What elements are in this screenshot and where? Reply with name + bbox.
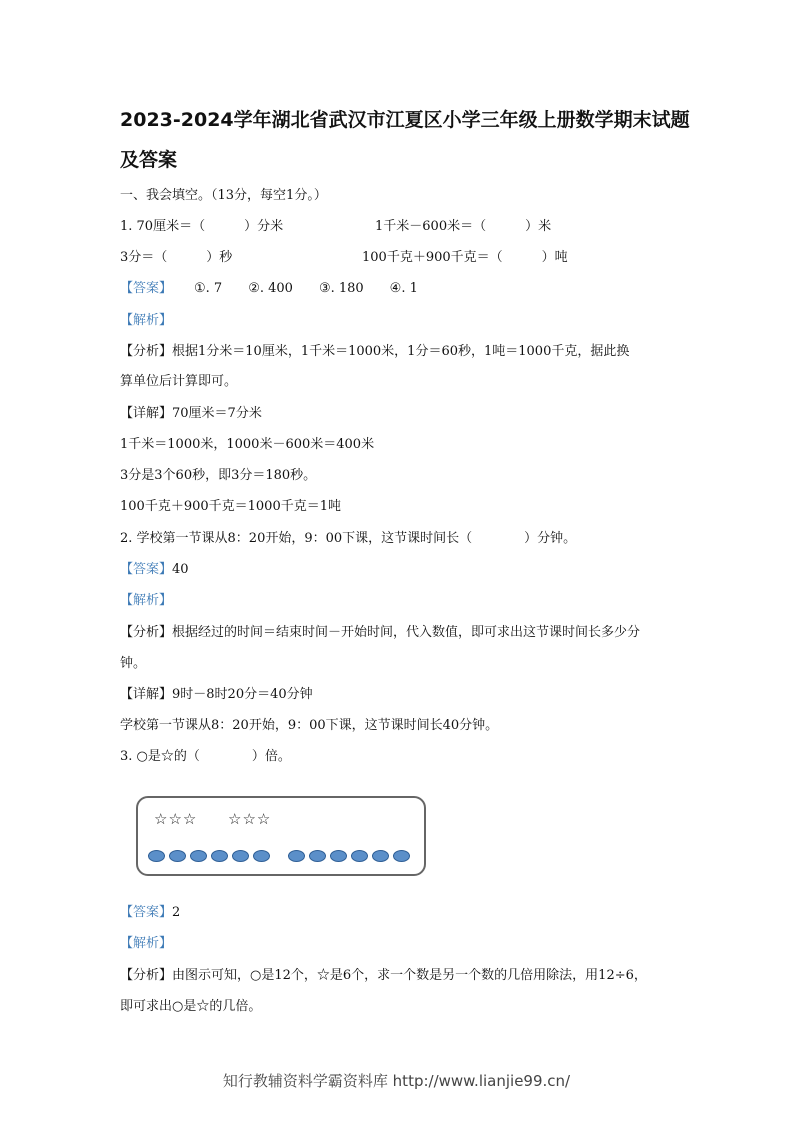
circle-mark xyxy=(393,850,410,862)
circle-mark xyxy=(148,850,165,862)
circle-mark xyxy=(309,850,326,862)
circle-group-2 xyxy=(288,850,410,862)
detail-text: 9时－8时20分＝40分钟 xyxy=(172,687,313,702)
circle-mark xyxy=(288,850,305,862)
circle-mark xyxy=(169,850,186,862)
fenxi-text-cont: 算单位后计算即可。 xyxy=(120,374,238,389)
question-1c: 3分＝（ ）秒 xyxy=(120,250,233,265)
analysis-line xyxy=(120,623,640,643)
detail-text: 3分是3个60秒，即3分＝180秒。 xyxy=(120,468,317,483)
detail-text: 1千米＝1000米，1000米－600米＝400米 xyxy=(120,437,375,452)
star-group-1: ☆☆☆ xyxy=(154,810,198,828)
answer-text: 40 xyxy=(172,562,189,577)
circle-mark xyxy=(351,850,368,862)
fenxi-text: 由图示可知，○是12个，☆是6个，求一个数是另一个数的几倍用除法，用12÷6， xyxy=(172,968,647,983)
circle-mark xyxy=(253,850,270,862)
answer-text: 2 xyxy=(172,905,181,920)
circle-mark xyxy=(372,850,389,862)
fenxi-text-cont: 钟。 xyxy=(120,656,147,671)
circle-mark xyxy=(232,850,249,862)
stars-circles-figure xyxy=(136,796,426,876)
detail-tag: 【详解】 xyxy=(120,687,173,702)
answer-row xyxy=(120,279,418,299)
circle-mark xyxy=(190,850,207,862)
question-2: 2. 学校第一节课从8：20开始，9：00下课，这节课时间长（ ）分钟。 xyxy=(120,531,577,546)
fenxi-text-cont: 即可求出○是☆的几倍。 xyxy=(120,999,262,1014)
question-1b: 1千米－600米＝（ ）米 xyxy=(375,219,552,234)
answer-text: ①. 7 ②. 400 ③. 180 ④. 1 xyxy=(194,281,418,296)
fenxi-tag: 【分析】 xyxy=(120,625,173,640)
page-title: 2023-2024学年湖北省武汉市江夏区小学三年级上册数学期末试题及答案 xyxy=(120,109,690,171)
analysis-tag: 【解析】 xyxy=(120,936,173,951)
fenxi-tag: 【分析】 xyxy=(120,968,173,983)
section-heading: 一、我会填空。（13分，每空1分。） xyxy=(120,188,327,203)
analysis-tag: 【解析】 xyxy=(120,593,173,608)
analysis-line xyxy=(120,966,647,986)
detail-text: 70厘米＝7分米 xyxy=(172,406,262,421)
detail-text: 100千克＋900千克＝1000千克＝1吨 xyxy=(120,499,341,514)
detail-text: 学校第一节课从8：20开始，9：00下课，这节课时间长40分钟。 xyxy=(120,718,499,733)
circle-group-1 xyxy=(148,850,270,862)
analysis-line xyxy=(120,342,629,362)
answer-tag: 【答案】 xyxy=(120,562,173,577)
answer-tag: 【答案】 xyxy=(120,281,173,296)
star-group-2: ☆☆☆ xyxy=(228,810,272,828)
fenxi-text: 根据1分米＝10厘米，1千米＝1000米，1分＝60秒，1吨＝1000千克，据此换 xyxy=(172,344,630,359)
analysis-tag: 【解析】 xyxy=(120,313,173,328)
detail-tag: 【详解】 xyxy=(120,406,173,421)
footer-watermark: 知行教辅资料学霸资料库 http://www.lianjie99.cn/ xyxy=(222,1072,571,1090)
circle-mark xyxy=(330,850,347,862)
detail-line xyxy=(120,685,313,705)
fenxi-text: 根据经过的时间＝结束时间－开始时间，代入数值，即可求出这节课时间长多少分 xyxy=(172,625,641,640)
detail-line xyxy=(120,404,262,424)
answer-row xyxy=(120,903,180,923)
fenxi-tag: 【分析】 xyxy=(120,344,173,359)
question-1a: 1. 70厘米＝（ ）分米 xyxy=(120,219,284,234)
circle-mark xyxy=(211,850,228,862)
question-1d: 100千克＋900千克＝（ ）吨 xyxy=(362,250,568,265)
answer-row xyxy=(120,560,189,580)
answer-tag: 【答案】 xyxy=(120,905,173,920)
question-3: 3. ○是☆的（ ）倍。 xyxy=(120,749,291,764)
